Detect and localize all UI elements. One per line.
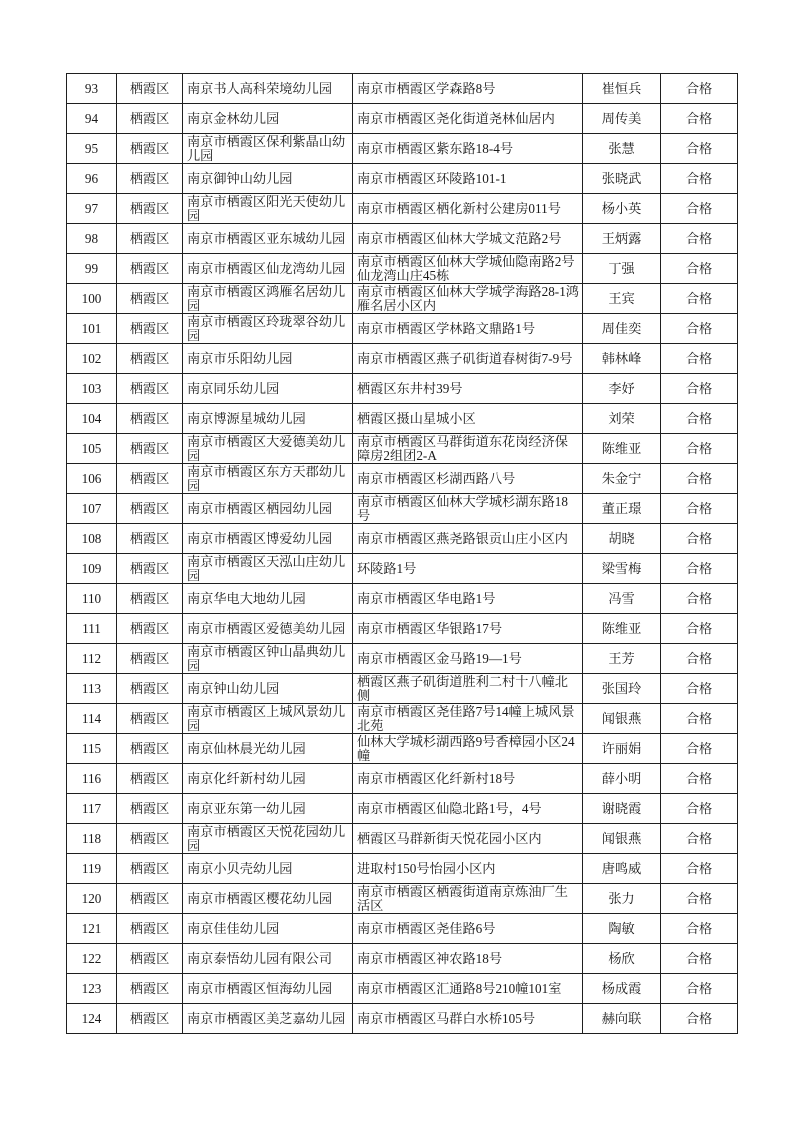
table-row bbox=[67, 734, 738, 764]
cell-principal: 周佳奕 bbox=[583, 314, 661, 344]
cell-principal: 王宾 bbox=[583, 284, 661, 314]
cell-number: 104 bbox=[67, 404, 117, 434]
table-row bbox=[67, 884, 738, 914]
cell-district: 栖霞区 bbox=[117, 914, 183, 944]
cell-principal: 王炳露 bbox=[583, 224, 661, 254]
cell-address: 南京市栖霞区尧佳路6号 bbox=[353, 914, 583, 944]
cell-address: 南京市栖霞区尧佳路7号14幢上城风景北苑 bbox=[353, 704, 583, 734]
cell-address: 仙林大学城杉湖西路9号香樟园小区24幢 bbox=[353, 734, 583, 764]
cell-number: 110 bbox=[67, 584, 117, 614]
cell-number: 93 bbox=[67, 74, 117, 104]
cell-principal: 李妤 bbox=[583, 374, 661, 404]
cell-district: 栖霞区 bbox=[117, 524, 183, 554]
cell-address: 南京市栖霞区金马路19—1号 bbox=[353, 644, 583, 674]
cell-number: 99 bbox=[67, 254, 117, 284]
cell-status: 合格 bbox=[661, 1004, 738, 1034]
cell-status: 合格 bbox=[661, 854, 738, 884]
cell-status: 合格 bbox=[661, 614, 738, 644]
table-row bbox=[67, 674, 738, 704]
cell-principal: 杨小英 bbox=[583, 194, 661, 224]
cell-number: 119 bbox=[67, 854, 117, 884]
cell-name: 南京御钟山幼儿园 bbox=[183, 164, 353, 194]
cell-status: 合格 bbox=[661, 104, 738, 134]
cell-number: 96 bbox=[67, 164, 117, 194]
cell-status: 合格 bbox=[661, 584, 738, 614]
table-row bbox=[67, 314, 738, 344]
cell-name: 南京佳佳幼儿园 bbox=[183, 914, 353, 944]
cell-number: 120 bbox=[67, 884, 117, 914]
cell-name: 南京市乐阳幼儿园 bbox=[183, 344, 353, 374]
cell-address: 南京市栖霞区尧化街道尧林仙居内 bbox=[353, 104, 583, 134]
cell-name: 南京市栖霞区樱花幼儿园 bbox=[183, 884, 353, 914]
cell-name: 南京小贝壳幼儿园 bbox=[183, 854, 353, 884]
table-row bbox=[67, 434, 738, 464]
cell-number: 97 bbox=[67, 194, 117, 224]
table-row bbox=[67, 464, 738, 494]
table-row bbox=[67, 224, 738, 254]
cell-number: 95 bbox=[67, 134, 117, 164]
cell-principal: 陶敏 bbox=[583, 914, 661, 944]
cell-address: 南京市栖霞区神农路18号 bbox=[353, 944, 583, 974]
cell-name: 南京市栖霞区玲珑翠谷幼儿园 bbox=[183, 314, 353, 344]
cell-name: 南京博源星城幼儿园 bbox=[183, 404, 353, 434]
cell-district: 栖霞区 bbox=[117, 734, 183, 764]
cell-district: 栖霞区 bbox=[117, 644, 183, 674]
cell-status: 合格 bbox=[661, 794, 738, 824]
cell-status: 合格 bbox=[661, 134, 738, 164]
cell-address: 南京市栖霞区燕尧路银贡山庄小区内 bbox=[353, 524, 583, 554]
table-row bbox=[67, 824, 738, 854]
cell-district: 栖霞区 bbox=[117, 884, 183, 914]
cell-number: 115 bbox=[67, 734, 117, 764]
cell-status: 合格 bbox=[661, 164, 738, 194]
cell-principal: 杨成霞 bbox=[583, 974, 661, 1004]
cell-district: 栖霞区 bbox=[117, 134, 183, 164]
cell-district: 栖霞区 bbox=[117, 764, 183, 794]
cell-address: 南京市栖霞区燕子矶街道春树街7-9号 bbox=[353, 344, 583, 374]
cell-principal: 杨欣 bbox=[583, 944, 661, 974]
cell-name: 南京市栖霞区鸿雁名居幼儿园 bbox=[183, 284, 353, 314]
cell-status: 合格 bbox=[661, 704, 738, 734]
cell-status: 合格 bbox=[661, 824, 738, 854]
cell-principal: 赫向联 bbox=[583, 1004, 661, 1034]
cell-district: 栖霞区 bbox=[117, 854, 183, 884]
cell-name: 南京亚东第一幼儿园 bbox=[183, 794, 353, 824]
table-row bbox=[67, 344, 738, 374]
cell-status: 合格 bbox=[661, 74, 738, 104]
cell-number: 122 bbox=[67, 944, 117, 974]
cell-address: 环陵路1号 bbox=[353, 554, 583, 584]
cell-district: 栖霞区 bbox=[117, 194, 183, 224]
cell-district: 栖霞区 bbox=[117, 974, 183, 1004]
cell-name: 南京泰悟幼儿园有限公司 bbox=[183, 944, 353, 974]
cell-district: 栖霞区 bbox=[117, 434, 183, 464]
cell-principal: 胡晓 bbox=[583, 524, 661, 554]
table-row bbox=[67, 764, 738, 794]
cell-number: 100 bbox=[67, 284, 117, 314]
table-row bbox=[67, 584, 738, 614]
cell-name: 南京市栖霞区东方天郡幼儿园 bbox=[183, 464, 353, 494]
cell-address: 南京市栖霞区化纤新村18号 bbox=[353, 764, 583, 794]
cell-name: 南京市栖霞区博爱幼儿园 bbox=[183, 524, 353, 554]
cell-district: 栖霞区 bbox=[117, 74, 183, 104]
cell-district: 栖霞区 bbox=[117, 704, 183, 734]
cell-district: 栖霞区 bbox=[117, 1004, 183, 1034]
cell-address: 栖霞区燕子矶街道胜利二村十八幢北侧 bbox=[353, 674, 583, 704]
table-row bbox=[67, 494, 738, 524]
cell-principal: 周传美 bbox=[583, 104, 661, 134]
cell-district: 栖霞区 bbox=[117, 374, 183, 404]
cell-number: 112 bbox=[67, 644, 117, 674]
cell-principal: 陈维亚 bbox=[583, 434, 661, 464]
table-row bbox=[67, 374, 738, 404]
cell-status: 合格 bbox=[661, 374, 738, 404]
cell-principal: 张慧 bbox=[583, 134, 661, 164]
table-row bbox=[67, 974, 738, 1004]
cell-principal: 张力 bbox=[583, 884, 661, 914]
cell-status: 合格 bbox=[661, 404, 738, 434]
cell-address: 南京市栖霞区仙林大学城仙隐南路2号仙龙湾山庄45栋 bbox=[353, 254, 583, 284]
table-row bbox=[67, 74, 738, 104]
cell-status: 合格 bbox=[661, 764, 738, 794]
cell-address: 南京市栖霞区学林路文鼎路1号 bbox=[353, 314, 583, 344]
cell-status: 合格 bbox=[661, 644, 738, 674]
cell-status: 合格 bbox=[661, 674, 738, 704]
cell-number: 108 bbox=[67, 524, 117, 554]
cell-principal: 王芳 bbox=[583, 644, 661, 674]
cell-district: 栖霞区 bbox=[117, 584, 183, 614]
cell-status: 合格 bbox=[661, 944, 738, 974]
cell-district: 栖霞区 bbox=[117, 404, 183, 434]
cell-name: 南京市栖霞区天泓山庄幼儿园 bbox=[183, 554, 353, 584]
cell-address: 南京市栖霞区栖化新村公建房011号 bbox=[353, 194, 583, 224]
cell-number: 98 bbox=[67, 224, 117, 254]
cell-principal: 许丽娟 bbox=[583, 734, 661, 764]
cell-district: 栖霞区 bbox=[117, 254, 183, 284]
cell-address: 南京市栖霞区仙林大学城杉湖东路18号 bbox=[353, 494, 583, 524]
table-row bbox=[67, 164, 738, 194]
cell-status: 合格 bbox=[661, 494, 738, 524]
cell-status: 合格 bbox=[661, 734, 738, 764]
cell-address: 南京市栖霞区仙隐北路1号，4号 bbox=[353, 794, 583, 824]
cell-number: 94 bbox=[67, 104, 117, 134]
cell-name: 南京市栖霞区保利紫晶山幼儿园 bbox=[183, 134, 353, 164]
cell-address: 南京市栖霞区华银路17号 bbox=[353, 614, 583, 644]
cell-address: 南京市栖霞区马群白水桥105号 bbox=[353, 1004, 583, 1034]
cell-address: 南京市栖霞区马群街道东花岗经济保障房2组团2-A bbox=[353, 434, 583, 464]
cell-principal: 张晓武 bbox=[583, 164, 661, 194]
cell-district: 栖霞区 bbox=[117, 314, 183, 344]
kindergarten-table bbox=[66, 73, 738, 1034]
cell-name: 南京市栖霞区上城风景幼儿园 bbox=[183, 704, 353, 734]
table-row bbox=[67, 914, 738, 944]
cell-name: 南京市栖霞区栖园幼儿园 bbox=[183, 494, 353, 524]
cell-principal: 唐鸣威 bbox=[583, 854, 661, 884]
cell-district: 栖霞区 bbox=[117, 794, 183, 824]
cell-number: 106 bbox=[67, 464, 117, 494]
cell-address: 南京市栖霞区仙林大学城学海路28-1鸿雁名居小区内 bbox=[353, 284, 583, 314]
cell-number: 114 bbox=[67, 704, 117, 734]
cell-name: 南京市栖霞区爱德美幼儿园 bbox=[183, 614, 353, 644]
table-row bbox=[67, 104, 738, 134]
table-row bbox=[67, 1004, 738, 1034]
cell-name: 南京市栖霞区大爱德美幼儿园 bbox=[183, 434, 353, 464]
cell-address: 南京市栖霞区汇通路8号210幢101室 bbox=[353, 974, 583, 1004]
cell-number: 111 bbox=[67, 614, 117, 644]
cell-number: 116 bbox=[67, 764, 117, 794]
cell-status: 合格 bbox=[661, 914, 738, 944]
cell-address: 南京市栖霞区学森路8号 bbox=[353, 74, 583, 104]
cell-number: 107 bbox=[67, 494, 117, 524]
cell-number: 117 bbox=[67, 794, 117, 824]
table-row bbox=[67, 854, 738, 884]
cell-district: 栖霞区 bbox=[117, 554, 183, 584]
cell-principal: 闻银燕 bbox=[583, 824, 661, 854]
cell-status: 合格 bbox=[661, 224, 738, 254]
cell-district: 栖霞区 bbox=[117, 614, 183, 644]
cell-name: 南京市栖霞区仙龙湾幼儿园 bbox=[183, 254, 353, 284]
cell-district: 栖霞区 bbox=[117, 344, 183, 374]
cell-address: 南京市栖霞区环陵路101-1 bbox=[353, 164, 583, 194]
cell-district: 栖霞区 bbox=[117, 284, 183, 314]
cell-status: 合格 bbox=[661, 284, 738, 314]
table-row bbox=[67, 254, 738, 284]
table-row bbox=[67, 134, 738, 164]
cell-status: 合格 bbox=[661, 554, 738, 584]
cell-number: 118 bbox=[67, 824, 117, 854]
cell-district: 栖霞区 bbox=[117, 164, 183, 194]
cell-principal: 谢晓霞 bbox=[583, 794, 661, 824]
cell-name: 南京市栖霞区亚东城幼儿园 bbox=[183, 224, 353, 254]
table-row bbox=[67, 704, 738, 734]
table-row bbox=[67, 614, 738, 644]
table-row bbox=[67, 554, 738, 584]
cell-name: 南京同乐幼儿园 bbox=[183, 374, 353, 404]
cell-status: 合格 bbox=[661, 194, 738, 224]
table-row bbox=[67, 404, 738, 434]
cell-address: 栖霞区摄山星城小区 bbox=[353, 404, 583, 434]
table-row bbox=[67, 644, 738, 674]
cell-name: 南京市栖霞区钟山晶典幼儿园 bbox=[183, 644, 353, 674]
cell-name: 南京市栖霞区阳光天使幼儿园 bbox=[183, 194, 353, 224]
table-row bbox=[67, 194, 738, 224]
cell-name: 南京金林幼儿园 bbox=[183, 104, 353, 134]
cell-number: 102 bbox=[67, 344, 117, 374]
cell-status: 合格 bbox=[661, 974, 738, 1004]
cell-status: 合格 bbox=[661, 254, 738, 284]
cell-number: 124 bbox=[67, 1004, 117, 1034]
cell-address: 南京市栖霞区杉湖西路八号 bbox=[353, 464, 583, 494]
cell-name: 南京化纤新村幼儿园 bbox=[183, 764, 353, 794]
cell-principal: 张国玲 bbox=[583, 674, 661, 704]
cell-number: 101 bbox=[67, 314, 117, 344]
cell-name: 南京仙林晨光幼儿园 bbox=[183, 734, 353, 764]
cell-principal: 冯雪 bbox=[583, 584, 661, 614]
table-row bbox=[67, 524, 738, 554]
cell-number: 109 bbox=[67, 554, 117, 584]
cell-district: 栖霞区 bbox=[117, 494, 183, 524]
cell-status: 合格 bbox=[661, 464, 738, 494]
cell-district: 栖霞区 bbox=[117, 224, 183, 254]
table-row bbox=[67, 794, 738, 824]
cell-status: 合格 bbox=[661, 314, 738, 344]
cell-district: 栖霞区 bbox=[117, 104, 183, 134]
cell-principal: 朱金宁 bbox=[583, 464, 661, 494]
cell-district: 栖霞区 bbox=[117, 824, 183, 854]
cell-address: 南京市栖霞区华电路1号 bbox=[353, 584, 583, 614]
cell-name: 南京书人高科荣境幼儿园 bbox=[183, 74, 353, 104]
table-row bbox=[67, 944, 738, 974]
cell-number: 121 bbox=[67, 914, 117, 944]
cell-principal: 韩林峰 bbox=[583, 344, 661, 374]
cell-principal: 陈维亚 bbox=[583, 614, 661, 644]
cell-name: 南京华电大地幼儿园 bbox=[183, 584, 353, 614]
cell-status: 合格 bbox=[661, 434, 738, 464]
cell-principal: 薛小明 bbox=[583, 764, 661, 794]
cell-principal: 梁雪梅 bbox=[583, 554, 661, 584]
cell-name: 南京市栖霞区美芝嘉幼儿园 bbox=[183, 1004, 353, 1034]
cell-address: 栖霞区马群新街天悦花园小区内 bbox=[353, 824, 583, 854]
cell-district: 栖霞区 bbox=[117, 464, 183, 494]
table-row bbox=[67, 284, 738, 314]
cell-name: 南京市栖霞区恒海幼儿园 bbox=[183, 974, 353, 1004]
cell-status: 合格 bbox=[661, 884, 738, 914]
cell-principal: 闻银燕 bbox=[583, 704, 661, 734]
cell-number: 113 bbox=[67, 674, 117, 704]
cell-address: 进取村150号怡园小区内 bbox=[353, 854, 583, 884]
cell-district: 栖霞区 bbox=[117, 674, 183, 704]
cell-principal: 董正璟 bbox=[583, 494, 661, 524]
cell-principal: 刘荣 bbox=[583, 404, 661, 434]
cell-principal: 崔恒兵 bbox=[583, 74, 661, 104]
cell-number: 103 bbox=[67, 374, 117, 404]
cell-address: 栖霞区东井村39号 bbox=[353, 374, 583, 404]
cell-address: 南京市栖霞区栖霞街道南京炼油厂生活区 bbox=[353, 884, 583, 914]
cell-principal: 丁强 bbox=[583, 254, 661, 284]
cell-status: 合格 bbox=[661, 524, 738, 554]
cell-address: 南京市栖霞区仙林大学城文范路2号 bbox=[353, 224, 583, 254]
cell-number: 105 bbox=[67, 434, 117, 464]
cell-status: 合格 bbox=[661, 344, 738, 374]
cell-district: 栖霞区 bbox=[117, 944, 183, 974]
cell-number: 123 bbox=[67, 974, 117, 1004]
cell-name: 南京市栖霞区天悦花园幼儿园 bbox=[183, 824, 353, 854]
table-body bbox=[67, 74, 738, 1034]
cell-name: 南京钟山幼儿园 bbox=[183, 674, 353, 704]
cell-address: 南京市栖霞区紫东路18-4号 bbox=[353, 134, 583, 164]
